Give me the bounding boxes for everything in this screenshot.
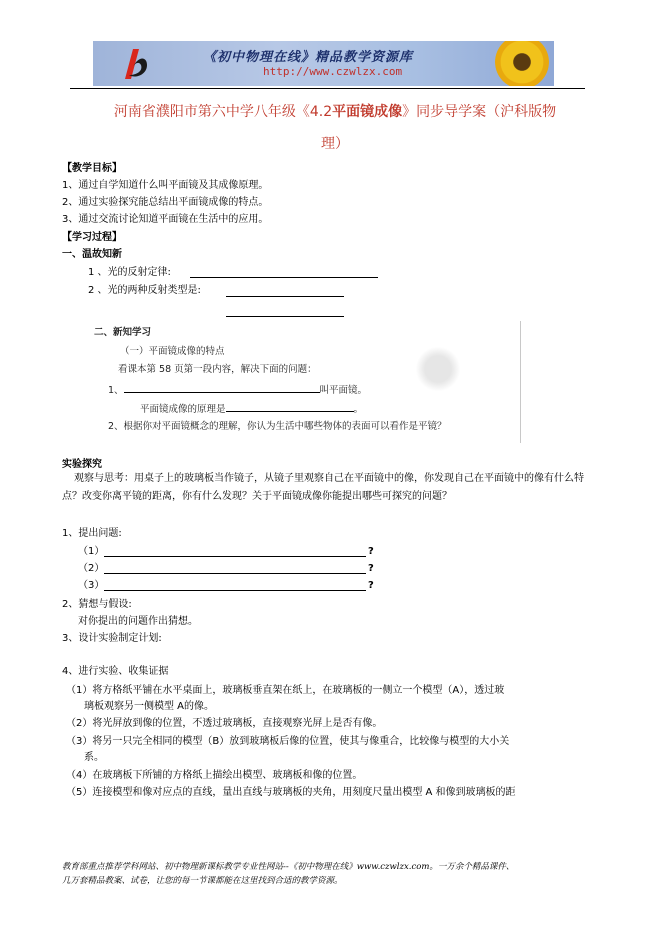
step-heading: 2、猜想与假设: (62, 599, 132, 610)
instruction-text: 看课本第 58 页第一段内容，解决下面的问题： (118, 364, 317, 375)
step-heading: 3、设计实验制定计划: (62, 633, 162, 644)
review-question-2: 2 、光的两种反射类型是: (88, 285, 201, 296)
answer-blank[interactable] (226, 305, 344, 317)
footer-line: 教育部重点推荐学科网站、初中物理新课标教学专业性网站--《初中物理在线》www.czwlzx.com。一万余个精品课件、 (62, 862, 515, 872)
footer-line: 几万套精品教案、试卷，让您的每一节课都能在这里找到合适的教学资源。 (62, 876, 343, 886)
goals-heading: 【教学目标】 (62, 163, 122, 174)
goal-item: 2、通过实验探究能总结出平面镜成像的特点。 (62, 197, 269, 208)
answer-blank[interactable] (226, 401, 354, 412)
banner-url[interactable]: http://www.czwlzx.com (263, 65, 403, 78)
question-blank[interactable] (104, 563, 366, 574)
watermark-icon (408, 347, 468, 391)
document-title: 河南省濮阳市第六中学八年级《4.2平面镜成像》同步导学案（沪科版物 理） (113, 104, 557, 152)
question-number: （3） (78, 580, 105, 591)
step-heading: 4、进行实验、收集证据 (62, 666, 169, 677)
question-mark: ? (368, 580, 374, 591)
procedure-item: （5）连接模型和像对应点的直线，量出直线与玻璃板的夹角，用刻度尺量出模型 A 和像到玻璃板的距 (66, 787, 516, 798)
question-number: （2） (78, 563, 105, 574)
procedure-item: （3）将另一只完全相同的模型（B）放到玻璃板后像的位置，使其与像重合，比较像与模型的大小关 (66, 736, 510, 747)
procedure-item: （2）将光屏放到像的位置，不透过玻璃板，直接观察光屏上是否有像。 (66, 718, 383, 729)
answer-blank[interactable] (124, 382, 320, 393)
header-rule (70, 88, 585, 89)
header-banner (93, 41, 554, 86)
answer-blank[interactable] (190, 266, 378, 278)
procedure-item: （4）在玻璃板下所铺的方格纸上描绘出模型、玻璃板和像的位置。 (66, 770, 363, 781)
new-learning-heading: 二、新知学习 (94, 327, 152, 338)
principle-question: 平面镜成像的原理是 。 (140, 401, 363, 416)
scan-question-2: 2、根据你对平面镜概念的理解，你认为生活中哪些物体的表面可以看作是平镜？ (108, 421, 447, 432)
step-text: 对你提出的问题作出猜想。 (78, 616, 198, 627)
review-heading: 一、温故知新 (62, 249, 122, 260)
question-blank[interactable] (104, 580, 366, 591)
banner-title: 《初中物理在线》精品教学资源库 (203, 50, 414, 65)
question-blank[interactable] (104, 546, 366, 557)
site-logo-icon (121, 45, 149, 81)
step-heading: 1、提出问题: (62, 528, 122, 539)
answer-blank[interactable] (226, 285, 344, 297)
experiment-heading: 实验探究 (62, 459, 102, 470)
page-footer (62, 860, 602, 888)
sunflower-icon (495, 41, 549, 86)
scan-question-1: 1、 叫平面镜。 (108, 382, 367, 397)
review-question-1: 1 、光的反射定律: (88, 267, 171, 278)
question-mark: ? (368, 546, 374, 557)
procedure-item: 系。 (84, 752, 104, 763)
goal-item: 1、通过自学知道什么叫平面镜及其成像原理。 (62, 180, 269, 191)
question-mark: ? (368, 563, 374, 574)
question-number: （1） (78, 546, 105, 557)
scanned-section (90, 321, 521, 443)
goal-item: 3、通过交流讨论知道平面镜在生活中的应用。 (62, 214, 269, 225)
procedure-item: （1）将方格纸平铺在水平桌面上，玻璃板垂直架在纸上，在玻璃板的一侧立一个模型（A），透过玻 (66, 685, 505, 696)
experiment-intro: 观察与思考：用桌子上的玻璃板当作镜子，从镜子里观察自己在平面镜中的像，你发现自己在平面镜中的像有什么特点？改变你离平镜的距离，你有什么发现？关于平面镜成像你能提出哪些可探究的问题？ (62, 473, 584, 502)
process-heading: 【学习过程】 (62, 232, 122, 243)
subsection-title: （一）平面镜成像的特点 (120, 346, 225, 357)
procedure-item: 璃板观察另一侧模型 A的像。 (84, 701, 215, 712)
